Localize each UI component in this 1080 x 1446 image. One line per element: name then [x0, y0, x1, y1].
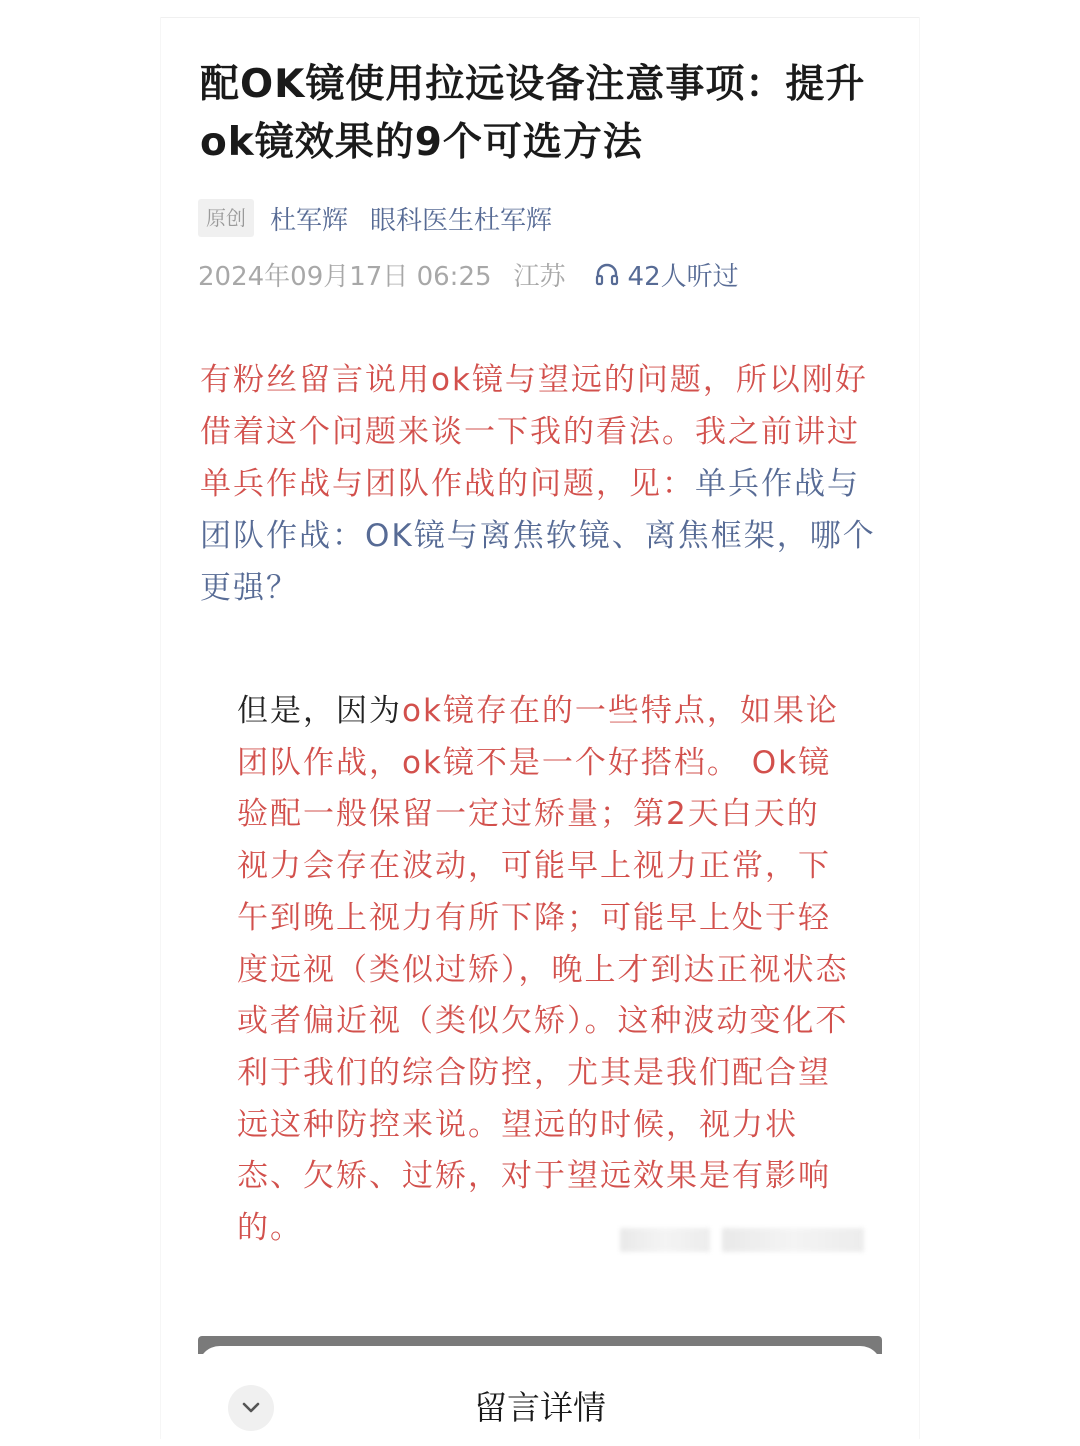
article-meta-info-row — [198, 254, 739, 294]
page-top-divider — [160, 17, 920, 18]
article-title: 配OK镜使用拉远设备注意事项：提升ok镜效果的9个可选方法 — [200, 62, 866, 165]
account-name-link[interactable]: 眼科医生杜军辉 — [370, 205, 553, 236]
intro-text: 有粉丝留言说用ok镜与望远的问题，所以刚好借着这个问题来谈一下我的看法。我之前讲过单兵作战与团队作战的问题，见： — [200, 362, 868, 502]
comments-sheet-title: 留言详情 — [474, 1388, 606, 1427]
listen-count-label: 42人听过 — [627, 261, 739, 292]
author-name-link[interactable]: 杜军辉 — [270, 205, 349, 236]
publish-location: 江苏 — [513, 261, 566, 292]
intro-article-link[interactable]: 单兵作战与团队作战：OK镜与离焦软镜、离焦框架，哪个更强？ — [200, 466, 876, 606]
article-quote-paragraph — [237, 686, 849, 1255]
blurred-watermark-right — [722, 1228, 864, 1252]
quote-lead-text: 但是，因为 — [237, 693, 402, 729]
page-right-border — [919, 17, 920, 1439]
listen-count-button[interactable] — [594, 256, 739, 293]
publish-datetime: 2024年09月17日 06:25 — [198, 261, 492, 292]
chevron-down-icon — [240, 1401, 262, 1415]
original-badge: 原创 — [198, 199, 254, 237]
page-left-border — [160, 17, 161, 1439]
collapse-sheet-button[interactable] — [228, 1385, 274, 1431]
article-meta-author-row — [198, 198, 552, 238]
quote-body-text: ok镜存在的一些特点，如果论团队作战，ok镜不是一个好搭档。 Ok镜验配一般保留一定过矫量；第2天白天的视力会存在波动，可能早上视力正常，下午到晚上视力有所下降；可能早上处于轻度远视（类似过矫），晚上才到达正视状态或者偏近视（类似欠矫）。这种波动变化不利于我们的综合防控，尤其是我们配合望远这种防控来说。望远的时候，视力状态、欠矫、过矫，对于望远效果是有影响的。 — [237, 693, 849, 1247]
article-intro-paragraph — [200, 354, 888, 614]
headphones-icon — [594, 261, 620, 287]
blurred-watermark-left — [620, 1228, 710, 1252]
